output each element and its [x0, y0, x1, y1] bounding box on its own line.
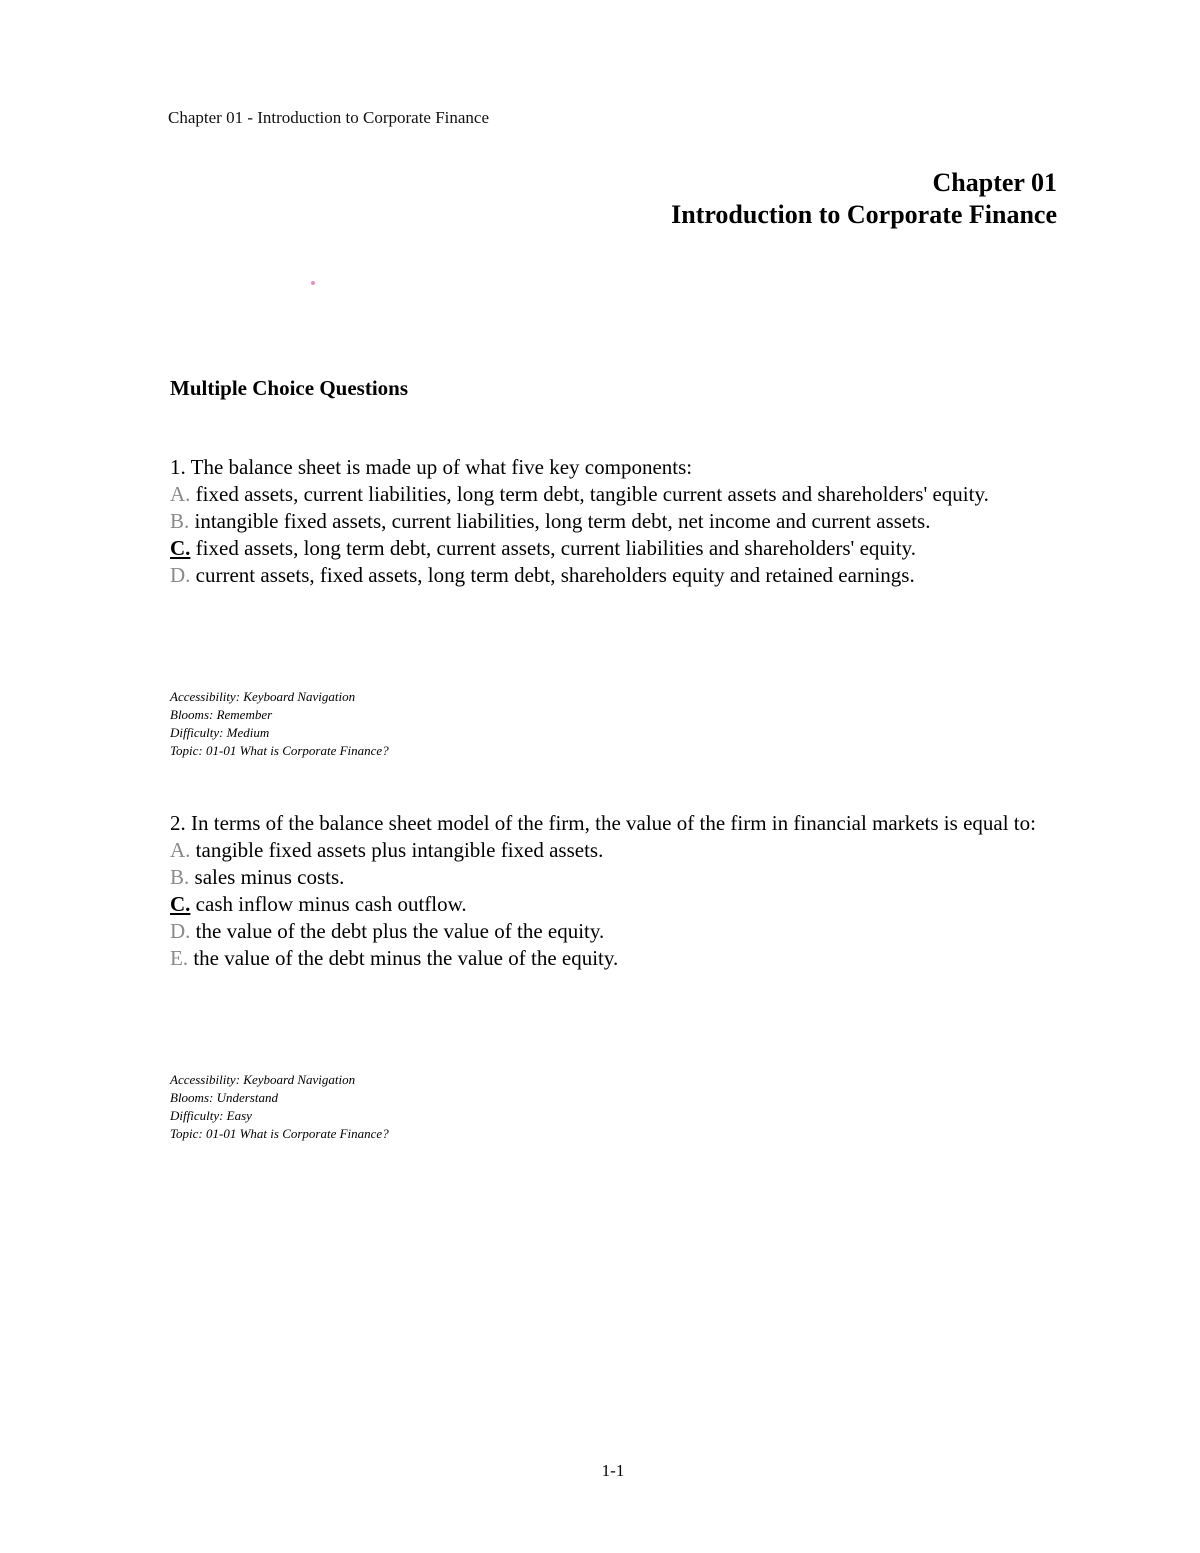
page-number: 1-1 [601, 1461, 625, 1480]
option-letter: B. [170, 509, 190, 533]
option-letter: E. [170, 946, 189, 970]
meta-accessibility: Accessibility: Keyboard Navigation [170, 1072, 356, 1087]
option-c-correct [170, 891, 1060, 918]
chapter-title-block [671, 167, 1057, 231]
option-text: intangible fixed assets, current liabilities, long term debt, net income and current assets. [189, 509, 931, 533]
meta-blooms: Blooms: Understand [170, 1090, 278, 1105]
option-letter: A. [170, 838, 191, 862]
option-text: the value of the debt plus the value of the equity. [190, 919, 605, 943]
question-2-metadata [170, 1071, 389, 1143]
question-1-metadata [170, 688, 389, 760]
option-letter: D. [170, 919, 191, 943]
correct-option-letter: C. [170, 892, 191, 916]
question-2 [170, 810, 1060, 972]
option-text: cash inflow minus cash outflow. [190, 892, 467, 916]
option-e [170, 945, 1060, 972]
correct-option-letter: C. [170, 536, 191, 560]
option-letter: A. [170, 482, 191, 506]
option-d [170, 918, 1060, 945]
option-b [170, 864, 1060, 891]
option-text: fixed assets, current liabilities, long term debt, tangible current assets and shareholders' equity. [190, 482, 989, 506]
chapter-number: Chapter 01 [932, 168, 1057, 197]
chapter-title: Introduction to Corporate Finance [671, 200, 1057, 229]
option-text: tangible fixed assets plus intangible fixed assets. [190, 838, 604, 862]
option-text: the value of the debt minus the value of the equity. [188, 946, 619, 970]
section-title: Multiple Choice Questions [170, 376, 409, 400]
meta-topic: Topic: 01-01 What is Corporate Finance? [170, 743, 389, 758]
meta-topic: Topic: 01-01 What is Corporate Finance? [170, 1126, 389, 1141]
option-b [170, 508, 1060, 535]
option-d [170, 562, 1060, 589]
meta-difficulty: Difficulty: Medium [170, 725, 270, 740]
meta-blooms: Blooms: Remember [170, 707, 273, 722]
running-header: Chapter 01 - Introduction to Corporate Finance [168, 108, 490, 127]
question-1 [170, 454, 1060, 589]
option-letter: D. [170, 563, 191, 587]
option-text: sales minus costs. [189, 865, 345, 889]
option-c-correct [170, 535, 1060, 562]
option-a [170, 837, 1060, 864]
option-letter: B. [170, 865, 190, 889]
pink-dot-mark [311, 281, 315, 285]
question-stem: 2. In terms of the balance sheet model of the firm, the value of the firm in financial markets is equal to: [170, 811, 1036, 835]
meta-difficulty: Difficulty: Easy [170, 1108, 252, 1123]
option-text: fixed assets, long term debt, current assets, current liabilities and shareholders' equity. [190, 536, 916, 560]
option-a [170, 481, 1060, 508]
meta-accessibility: Accessibility: Keyboard Navigation [170, 689, 356, 704]
question-stem: 1. The balance sheet is made up of what five key components: [170, 455, 693, 479]
option-text: current assets, fixed assets, long term debt, shareholders equity and retained earnings. [190, 563, 915, 587]
